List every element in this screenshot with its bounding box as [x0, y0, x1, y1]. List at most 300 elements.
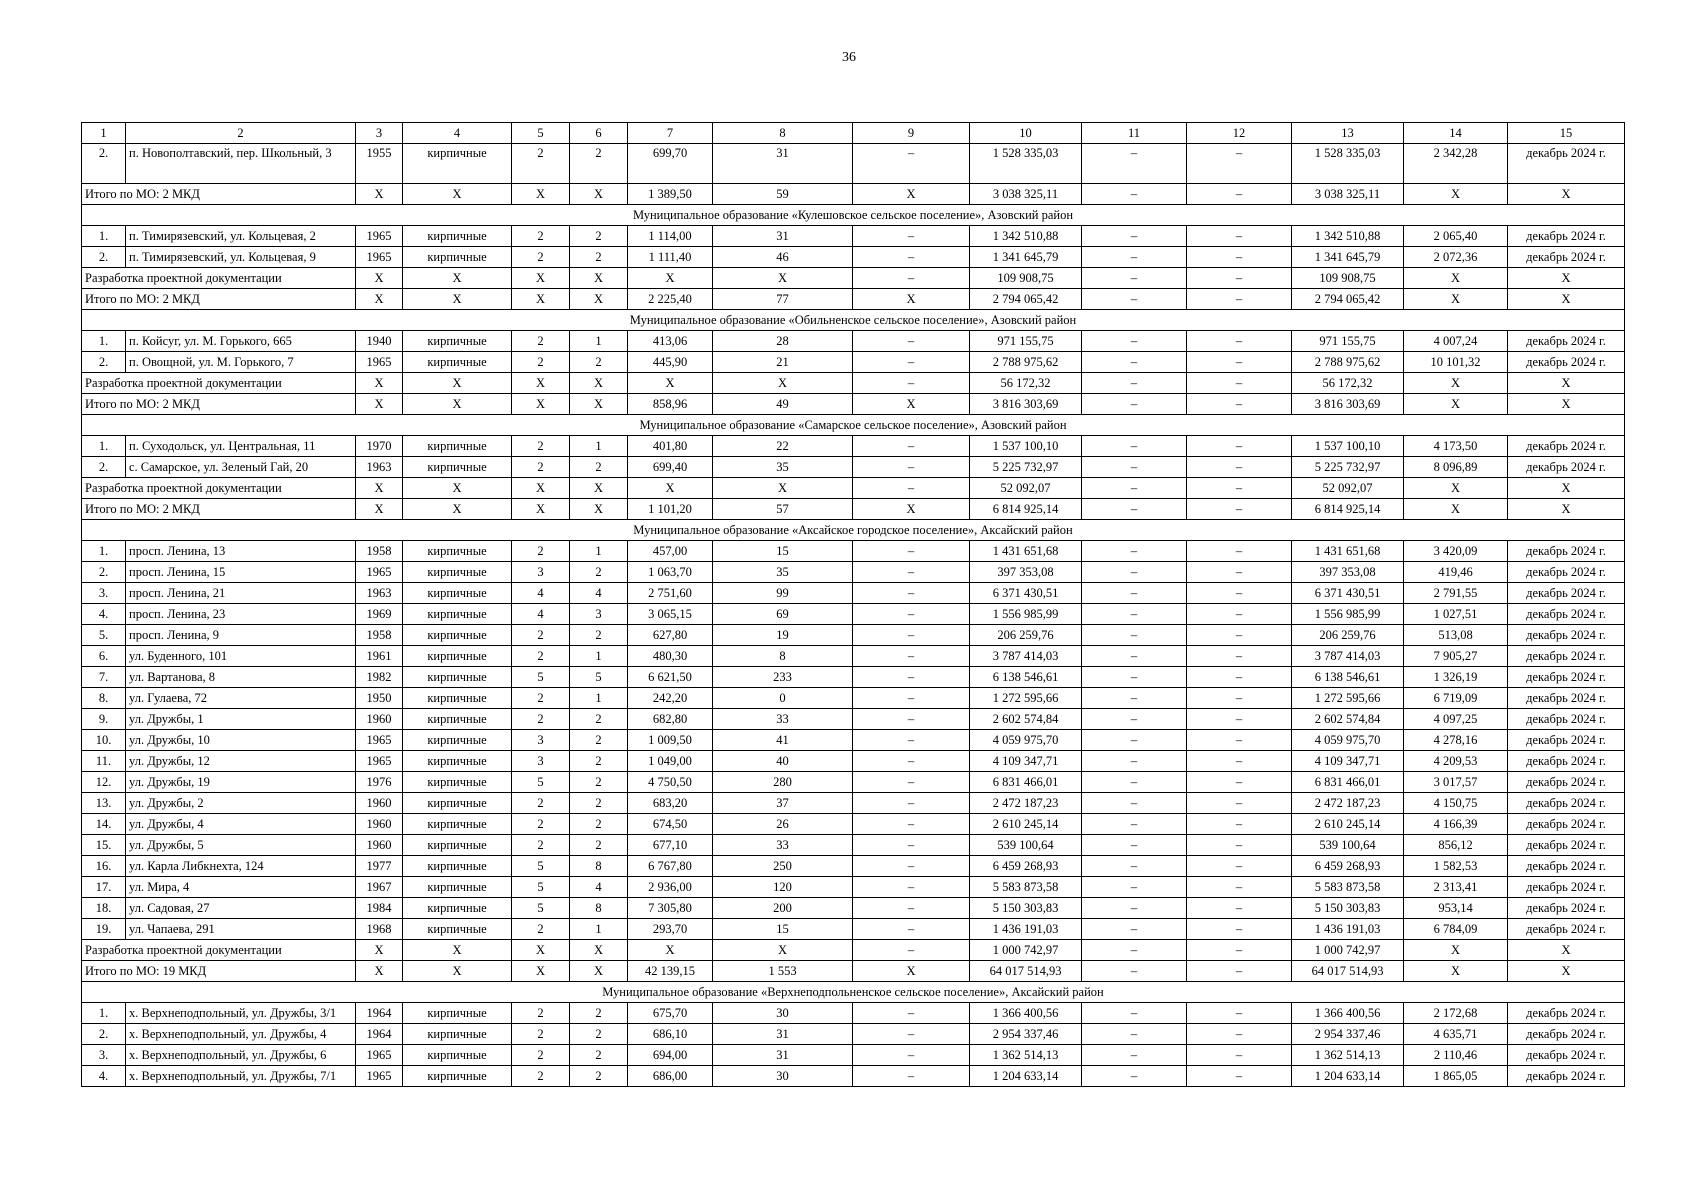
total-label: Итого по МО: 19 МКД [82, 961, 356, 982]
total-area-cell: X [628, 478, 713, 499]
col-12-cell: – [1187, 856, 1292, 877]
col-9-cell: X [853, 961, 970, 982]
completion-date-cell: декабрь 2024 г. [1508, 1003, 1625, 1024]
col-9-cell: – [853, 772, 970, 793]
total-area-cell: 674,50 [628, 814, 713, 835]
year-built-cell: 1969 [356, 604, 403, 625]
year-built-cell: 1965 [356, 226, 403, 247]
address-cell: ул. Чапаева, 291 [126, 919, 356, 940]
wall-material-cell: кирпичные [403, 1003, 512, 1024]
table-row [82, 793, 1625, 814]
unit-cost-cell: 3 017,57 [1404, 772, 1508, 793]
completion-date-cell: декабрь 2024 г. [1508, 352, 1625, 373]
residents-cell: 8 [713, 646, 853, 667]
floors-cell: 2 [512, 709, 570, 730]
fund-amount-cell: 6 371 430,51 [1292, 583, 1404, 604]
address-cell: х. Верхнеподпольный, ул. Дружбы, 6 [126, 1045, 356, 1066]
total-cost-cell: 1 431 651,68 [970, 541, 1082, 562]
table-row [82, 835, 1625, 856]
total-cost-cell: 1 528 335,03 [970, 144, 1082, 184]
table-row [82, 856, 1625, 877]
total-cost-cell: 2 788 975,62 [970, 352, 1082, 373]
wall-material-cell: кирпичные [403, 730, 512, 751]
table-row [82, 562, 1625, 583]
year-built-cell: 1964 [356, 1003, 403, 1024]
floors-cell: X [512, 184, 570, 205]
residents-cell: 69 [713, 604, 853, 625]
total-area-cell: 1 389,50 [628, 184, 713, 205]
completion-date-cell: декабрь 2024 г. [1508, 226, 1625, 247]
entrances-cell: X [570, 394, 628, 415]
unit-cost-cell: X [1404, 268, 1508, 289]
fund-amount-cell: 109 908,75 [1292, 268, 1404, 289]
col-12-cell: – [1187, 1024, 1292, 1045]
col-11-cell: – [1082, 898, 1187, 919]
total-area-cell: 6 621,50 [628, 667, 713, 688]
fund-amount-cell: 5 150 303,83 [1292, 898, 1404, 919]
entrances-cell: 2 [570, 625, 628, 646]
floors-cell: 2 [512, 144, 570, 184]
fund-amount-cell: 397 353,08 [1292, 562, 1404, 583]
table-body [82, 123, 1625, 1087]
fund-amount-cell: 1 366 400,56 [1292, 1003, 1404, 1024]
table-row [82, 457, 1625, 478]
col-9-cell: – [853, 373, 970, 394]
floors-cell: 5 [512, 667, 570, 688]
residents-cell: 40 [713, 751, 853, 772]
col-9-cell: – [853, 604, 970, 625]
total-area-cell: 4 750,50 [628, 772, 713, 793]
col-12-cell: – [1187, 457, 1292, 478]
section-row [82, 205, 1625, 226]
entrances-cell: 2 [570, 772, 628, 793]
unit-cost-cell: 2 342,28 [1404, 144, 1508, 184]
wall-material-cell: кирпичные [403, 814, 512, 835]
wall-material-cell: кирпичные [403, 352, 512, 373]
total-cost-cell: 2 954 337,46 [970, 1024, 1082, 1045]
wall-material-cell: кирпичные [403, 709, 512, 730]
floors-cell: 3 [512, 751, 570, 772]
column-number-header: 4 [403, 123, 512, 144]
completion-date-cell: декабрь 2024 г. [1508, 247, 1625, 268]
col-9-cell: – [853, 1066, 970, 1087]
year-built-cell: X [356, 289, 403, 310]
col-9-cell: – [853, 667, 970, 688]
column-number-header: 1 [82, 123, 126, 144]
address-cell: п. Койсуг, ул. М. Горького, 665 [126, 331, 356, 352]
total-cost-cell: 1 204 633,14 [970, 1066, 1082, 1087]
column-number-header: 15 [1508, 123, 1625, 144]
fund-amount-cell: 2 602 574,84 [1292, 709, 1404, 730]
col-12-cell: – [1187, 835, 1292, 856]
completion-date-cell: декабрь 2024 г. [1508, 604, 1625, 625]
completion-date-cell: декабрь 2024 г. [1508, 1024, 1625, 1045]
total-label: Итого по МО: 2 МКД [82, 289, 356, 310]
row-number: 4. [82, 1066, 126, 1087]
address-cell: ул. Дружбы, 19 [126, 772, 356, 793]
residents-cell: 233 [713, 667, 853, 688]
total-area-cell: 677,10 [628, 835, 713, 856]
table-row [82, 226, 1625, 247]
address-cell: ул. Карла Либкнехта, 124 [126, 856, 356, 877]
year-built-cell: 1965 [356, 352, 403, 373]
total-row [82, 373, 1625, 394]
row-number: 14. [82, 814, 126, 835]
completion-date-cell: декабрь 2024 г. [1508, 646, 1625, 667]
year-built-cell: 1965 [356, 247, 403, 268]
floors-cell: 2 [512, 1066, 570, 1087]
completion-date-cell: декабрь 2024 г. [1508, 436, 1625, 457]
column-number-header: 12 [1187, 123, 1292, 144]
completion-date-cell: декабрь 2024 г. [1508, 856, 1625, 877]
year-built-cell: X [356, 268, 403, 289]
table-row [82, 751, 1625, 772]
total-area-cell: 2 225,40 [628, 289, 713, 310]
table-row [82, 352, 1625, 373]
col-12-cell: – [1187, 919, 1292, 940]
col-9-cell: X [853, 184, 970, 205]
col-9-cell: – [853, 226, 970, 247]
floors-cell: 2 [512, 1045, 570, 1066]
total-row [82, 268, 1625, 289]
column-number-header: 9 [853, 123, 970, 144]
entrances-cell: 2 [570, 562, 628, 583]
floors-cell: 2 [512, 919, 570, 940]
completion-date-cell: X [1508, 499, 1625, 520]
fund-amount-cell: 2 788 975,62 [1292, 352, 1404, 373]
col-12-cell: – [1187, 625, 1292, 646]
entrances-cell: 2 [570, 835, 628, 856]
year-built-cell: 1950 [356, 688, 403, 709]
col-9-cell: – [853, 709, 970, 730]
completion-date-cell: декабрь 2024 г. [1508, 1045, 1625, 1066]
fund-amount-cell: 2 472 187,23 [1292, 793, 1404, 814]
entrances-cell: 1 [570, 331, 628, 352]
fund-amount-cell: 4 109 347,71 [1292, 751, 1404, 772]
col-12-cell: – [1187, 436, 1292, 457]
col-12-cell: – [1187, 1003, 1292, 1024]
unit-cost-cell: 4 278,16 [1404, 730, 1508, 751]
total-area-cell: X [628, 268, 713, 289]
col-9-cell: – [853, 478, 970, 499]
col-11-cell: – [1082, 709, 1187, 730]
address-cell: х. Верхнеподпольный, ул. Дружбы, 3/1 [126, 1003, 356, 1024]
year-built-cell: 1964 [356, 1024, 403, 1045]
residents-cell: 31 [713, 1024, 853, 1045]
residents-cell: 41 [713, 730, 853, 751]
total-cost-cell: 539 100,64 [970, 835, 1082, 856]
row-number: 9. [82, 709, 126, 730]
entrances-cell: 2 [570, 1003, 628, 1024]
entrances-cell: 4 [570, 877, 628, 898]
entrances-cell: X [570, 184, 628, 205]
fund-amount-cell: 1 362 514,13 [1292, 1045, 1404, 1066]
address-cell: ул. Вартанова, 8 [126, 667, 356, 688]
address-cell: ул. Дружбы, 4 [126, 814, 356, 835]
completion-date-cell: X [1508, 289, 1625, 310]
total-row [82, 499, 1625, 520]
col-11-cell: – [1082, 667, 1187, 688]
residents-cell: X [713, 940, 853, 961]
completion-date-cell: декабрь 2024 г. [1508, 688, 1625, 709]
total-area-cell: 2 936,00 [628, 877, 713, 898]
address-cell: ул. Дружбы, 5 [126, 835, 356, 856]
total-label: Итого по МО: 2 МКД [82, 394, 356, 415]
entrances-cell: X [570, 289, 628, 310]
year-built-cell: 1965 [356, 562, 403, 583]
col-12-cell: – [1187, 730, 1292, 751]
residents-cell: 77 [713, 289, 853, 310]
total-cost-cell: 6 138 546,61 [970, 667, 1082, 688]
floors-cell: 2 [512, 835, 570, 856]
floors-cell: X [512, 394, 570, 415]
col-9-cell: X [853, 499, 970, 520]
total-label: Разработка проектной документации [82, 478, 356, 499]
col-12-cell: – [1187, 289, 1292, 310]
fund-amount-cell: 3 816 303,69 [1292, 394, 1404, 415]
col-11-cell: – [1082, 478, 1187, 499]
completion-date-cell: декабрь 2024 г. [1508, 562, 1625, 583]
residents-cell: 37 [713, 793, 853, 814]
wall-material-cell: X [403, 961, 512, 982]
wall-material-cell: X [403, 394, 512, 415]
table-row [82, 541, 1625, 562]
year-built-cell: 1961 [356, 646, 403, 667]
total-area-cell: 1 049,00 [628, 751, 713, 772]
completion-date-cell: декабрь 2024 г. [1508, 709, 1625, 730]
col-9-cell: X [853, 394, 970, 415]
address-cell: ул. Садовая, 27 [126, 898, 356, 919]
address-cell: просп. Ленина, 21 [126, 583, 356, 604]
wall-material-cell: X [403, 373, 512, 394]
residents-cell: 59 [713, 184, 853, 205]
table-row [82, 898, 1625, 919]
total-area-cell: 6 767,80 [628, 856, 713, 877]
total-cost-cell: 971 155,75 [970, 331, 1082, 352]
total-cost-cell: 1 362 514,13 [970, 1045, 1082, 1066]
wall-material-cell: кирпичные [403, 835, 512, 856]
total-label: Разработка проектной документации [82, 268, 356, 289]
address-cell: п. Тимирязевский, ул. Кольцевая, 2 [126, 226, 356, 247]
total-area-cell: 445,90 [628, 352, 713, 373]
col-11-cell: – [1082, 541, 1187, 562]
unit-cost-cell: X [1404, 184, 1508, 205]
entrances-cell: X [570, 940, 628, 961]
column-number-header: 5 [512, 123, 570, 144]
total-area-cell: 699,40 [628, 457, 713, 478]
residents-cell: 22 [713, 436, 853, 457]
col-12-cell: – [1187, 268, 1292, 289]
residents-cell: 31 [713, 1045, 853, 1066]
total-cost-cell: 64 017 514,93 [970, 961, 1082, 982]
wall-material-cell: X [403, 478, 512, 499]
row-number: 8. [82, 688, 126, 709]
completion-date-cell: декабрь 2024 г. [1508, 144, 1625, 184]
wall-material-cell: кирпичные [403, 667, 512, 688]
floors-cell: 2 [512, 793, 570, 814]
table-row [82, 688, 1625, 709]
table-row [82, 436, 1625, 457]
total-area-cell: 242,20 [628, 688, 713, 709]
col-12-cell: – [1187, 604, 1292, 625]
col-11-cell: – [1082, 625, 1187, 646]
address-cell: просп. Ленина, 13 [126, 541, 356, 562]
col-11-cell: – [1082, 646, 1187, 667]
total-area-cell: 480,30 [628, 646, 713, 667]
year-built-cell: X [356, 499, 403, 520]
col-9-cell: – [853, 352, 970, 373]
entrances-cell: 2 [570, 457, 628, 478]
fund-amount-cell: 3 038 325,11 [1292, 184, 1404, 205]
entrances-cell: 2 [570, 247, 628, 268]
wall-material-cell: кирпичные [403, 541, 512, 562]
address-cell: просп. Ленина, 9 [126, 625, 356, 646]
row-number: 15. [82, 835, 126, 856]
table-row [82, 604, 1625, 625]
total-cost-cell: 1 537 100,10 [970, 436, 1082, 457]
residents-cell: 99 [713, 583, 853, 604]
year-built-cell: 1984 [356, 898, 403, 919]
column-number-header-row [82, 123, 1625, 144]
floors-cell: 5 [512, 877, 570, 898]
col-12-cell: – [1187, 1045, 1292, 1066]
row-number: 13. [82, 793, 126, 814]
floors-cell: 2 [512, 247, 570, 268]
floors-cell: 4 [512, 604, 570, 625]
floors-cell: 5 [512, 856, 570, 877]
unit-cost-cell: 10 101,32 [1404, 352, 1508, 373]
floors-cell: 2 [512, 814, 570, 835]
col-12-cell: – [1187, 562, 1292, 583]
col-12-cell: – [1187, 814, 1292, 835]
total-label: Разработка проектной документации [82, 940, 356, 961]
col-12-cell: – [1187, 352, 1292, 373]
completion-date-cell: X [1508, 394, 1625, 415]
wall-material-cell: кирпичные [403, 1066, 512, 1087]
total-area-cell: 627,80 [628, 625, 713, 646]
total-area-cell: 683,20 [628, 793, 713, 814]
col-11-cell: – [1082, 289, 1187, 310]
wall-material-cell: кирпичные [403, 625, 512, 646]
unit-cost-cell: 4 166,39 [1404, 814, 1508, 835]
wall-material-cell: кирпичные [403, 247, 512, 268]
year-built-cell: 1965 [356, 751, 403, 772]
total-cost-cell: 1 366 400,56 [970, 1003, 1082, 1024]
total-cost-cell: 4 109 347,71 [970, 751, 1082, 772]
total-row [82, 478, 1625, 499]
residents-cell: 33 [713, 835, 853, 856]
col-11-cell: – [1082, 562, 1187, 583]
column-number-header: 7 [628, 123, 713, 144]
wall-material-cell: кирпичные [403, 772, 512, 793]
address-cell: п. Овощной, ул. М. Горького, 7 [126, 352, 356, 373]
table-row [82, 646, 1625, 667]
year-built-cell: 1965 [356, 1066, 403, 1087]
col-11-cell: – [1082, 184, 1187, 205]
col-11-cell: – [1082, 688, 1187, 709]
section-row [82, 415, 1625, 436]
total-area-cell: 1 111,40 [628, 247, 713, 268]
residents-cell: 15 [713, 919, 853, 940]
floors-cell: X [512, 478, 570, 499]
table-row [82, 247, 1625, 268]
col-11-cell: – [1082, 583, 1187, 604]
row-number: 11. [82, 751, 126, 772]
total-cost-cell: 1 342 510,88 [970, 226, 1082, 247]
floors-cell: 2 [512, 1003, 570, 1024]
page-number: 36 [842, 50, 856, 65]
address-cell: ул. Дружбы, 12 [126, 751, 356, 772]
unit-cost-cell: 953,14 [1404, 898, 1508, 919]
col-9-cell: – [853, 457, 970, 478]
table-row [82, 1003, 1625, 1024]
fund-amount-cell: 1 272 595,66 [1292, 688, 1404, 709]
col-9-cell: – [853, 877, 970, 898]
completion-date-cell: декабрь 2024 г. [1508, 772, 1625, 793]
col-11-cell: – [1082, 436, 1187, 457]
table-row [82, 625, 1625, 646]
unit-cost-cell: 6 719,09 [1404, 688, 1508, 709]
address-cell: ул. Буденного, 101 [126, 646, 356, 667]
col-12-cell: – [1187, 226, 1292, 247]
fund-amount-cell: 3 787 414,03 [1292, 646, 1404, 667]
row-number: 19. [82, 919, 126, 940]
row-number: 2. [82, 144, 126, 184]
col-11-cell: – [1082, 604, 1187, 625]
col-9-cell: X [853, 289, 970, 310]
completion-date-cell: декабрь 2024 г. [1508, 751, 1625, 772]
total-cost-cell: 52 092,07 [970, 478, 1082, 499]
fund-amount-cell: 52 092,07 [1292, 478, 1404, 499]
col-11-cell: – [1082, 247, 1187, 268]
residents-cell: 57 [713, 499, 853, 520]
column-number-header: 6 [570, 123, 628, 144]
total-area-cell: 675,70 [628, 1003, 713, 1024]
wall-material-cell: кирпичные [403, 562, 512, 583]
completion-date-cell: декабрь 2024 г. [1508, 625, 1625, 646]
total-row [82, 961, 1625, 982]
col-12-cell: – [1187, 688, 1292, 709]
total-cost-cell: 4 059 975,70 [970, 730, 1082, 751]
total-area-cell: 457,00 [628, 541, 713, 562]
entrances-cell: 5 [570, 667, 628, 688]
entrances-cell: 8 [570, 856, 628, 877]
address-cell: ул. Дружбы, 2 [126, 793, 356, 814]
year-built-cell: 1963 [356, 457, 403, 478]
fund-amount-cell: 4 059 975,70 [1292, 730, 1404, 751]
col-11-cell: – [1082, 268, 1187, 289]
residents-cell: 0 [713, 688, 853, 709]
unit-cost-cell: 4 150,75 [1404, 793, 1508, 814]
address-cell: с. Самарское, ул. Зеленый Гай, 20 [126, 457, 356, 478]
col-9-cell: – [853, 835, 970, 856]
col-11-cell: – [1082, 457, 1187, 478]
fund-amount-cell: 971 155,75 [1292, 331, 1404, 352]
entrances-cell: X [570, 478, 628, 499]
col-9-cell: – [853, 1003, 970, 1024]
col-9-cell: – [853, 1024, 970, 1045]
col-11-cell: – [1082, 226, 1187, 247]
total-cost-cell: 109 908,75 [970, 268, 1082, 289]
col-11-cell: – [1082, 394, 1187, 415]
col-9-cell: – [853, 919, 970, 940]
year-built-cell: 1982 [356, 667, 403, 688]
entrances-cell: 1 [570, 688, 628, 709]
row-number: 3. [82, 1045, 126, 1066]
column-number-header: 8 [713, 123, 853, 144]
col-11-cell: – [1082, 751, 1187, 772]
address-cell: п. Тимирязевский, ул. Кольцевая, 9 [126, 247, 356, 268]
